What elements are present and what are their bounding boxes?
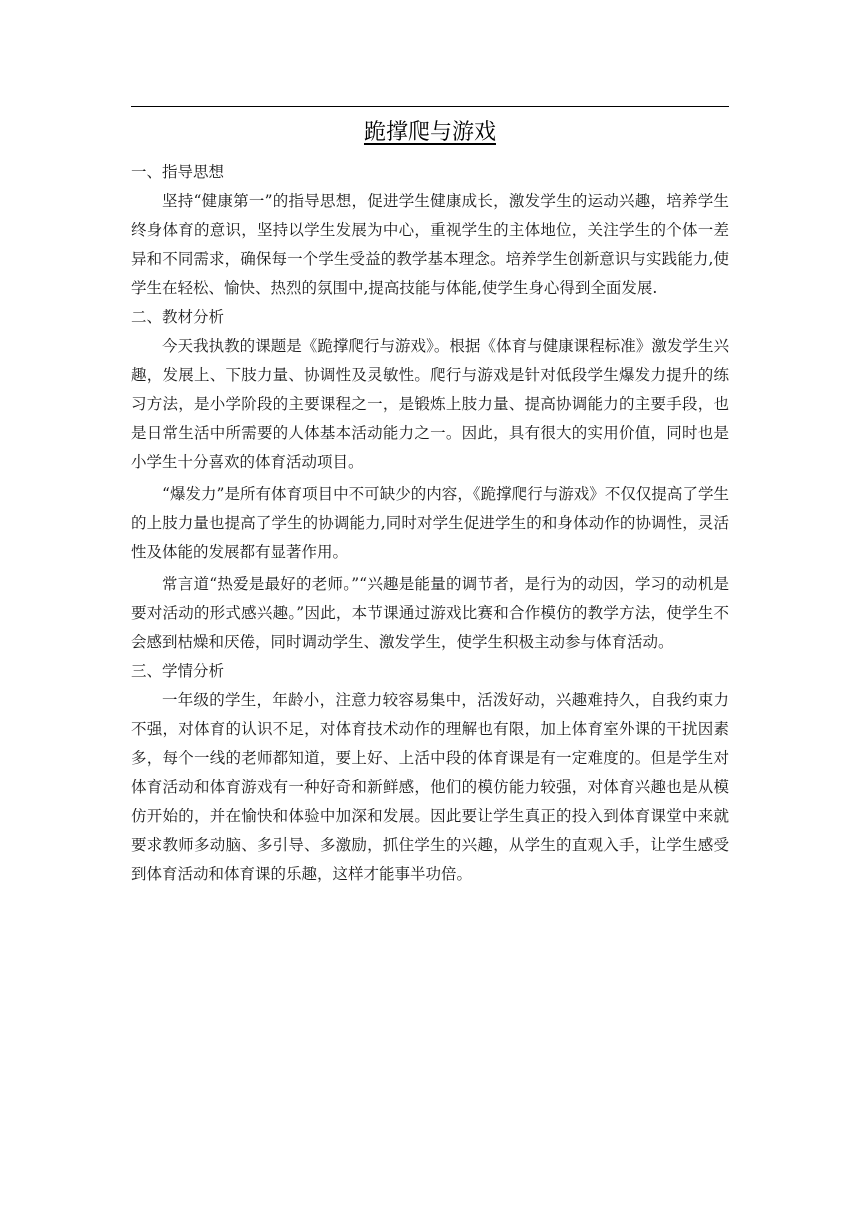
header-rule: [131, 106, 729, 107]
paragraph: 今天我执教的课题是《跪撑爬行与游戏》。根据《体育与健康课程标准》激发学生兴趣，发展上、下肢力量、协调性及灵敏性。爬行与游戏是针对低段学生爆发力提升的练习方法，是小学阶段的主要课程之一，是锻炼上肢力量、提高协调能力的主要手段，也是日常生活中所需要的人体基本活动能力之一。因此，具有很大的实用价值，同时也是小学生十分喜欢的体育活动项目。: [131, 337, 729, 471]
paragraph: 坚持“健康第一”的指导思想，促进学生健康成长，激发学生的运动兴趣，培养学生终身体育的意识，坚持以学生发展为中心，重视学生的主体地位，关注学生的个体一差异和不同需求，确保每一个学生受益的教学基本理念。培养学生创新意识与实践能力,使学生在轻松、愉快、热烈的氛围中,提高技能与体能,使学生身心得到全面发展.: [131, 192, 729, 297]
section-material-analysis: [131, 303, 729, 657]
paragraph: “爆发力”是所有体育项目中不可缺少的内容，《跪撑爬行与游戏》不仅仅提高了学生的上肢力量也提高了学生的协调能力,同时对学生促进学生的和身体动作的协调性，灵活性及体能的发展都有显著作用。: [131, 485, 729, 561]
section-heading: 三、学情分析: [131, 662, 225, 680]
paragraph: 常言道“热爱是最好的老师。”“兴趣是能量的调节者，是行为的动因，学习的动机是要对活动的形式感兴趣。”因此，本节课通过游戏比赛和合作模仿的教学方法，使学生不会感到枯燥和厌倦，同时调动学生、激发学生，使学生积极主动参与体育活动。: [131, 575, 729, 651]
section-guiding-ideology: [131, 158, 729, 303]
section-heading: 二、教材分析: [131, 308, 225, 326]
section-heading: 一、指导思想: [131, 163, 225, 181]
section-student-analysis: [131, 657, 729, 889]
paragraph: 一年级的学生，年龄小，注意力较容易集中，活泼好动，兴趣难持久，自我约束力不强，对体育的认识不足，对体育技术动作的理解也有限，加上体育室外课的干扰因素多，每个一线的老师都知道，要上好、上活中段的体育课是有一定难度的。但是学生对体育活动和体育游戏有一种好奇和新鲜感，他们的模仿能力较强，对体育兴趣也是从模仿开始的，并在愉快和体验中加深和发展。因此要让学生真正的投入到体育课堂中来就要求教师多动脑、多引导、多激励，抓住学生的兴趣，从学生的直观入手，让学生感受到体育活动和体育课的乐趣，这样才能事半功倍。: [131, 691, 729, 883]
document-body: [131, 158, 729, 889]
document-title: 跪撑爬与游戏: [363, 120, 496, 145]
